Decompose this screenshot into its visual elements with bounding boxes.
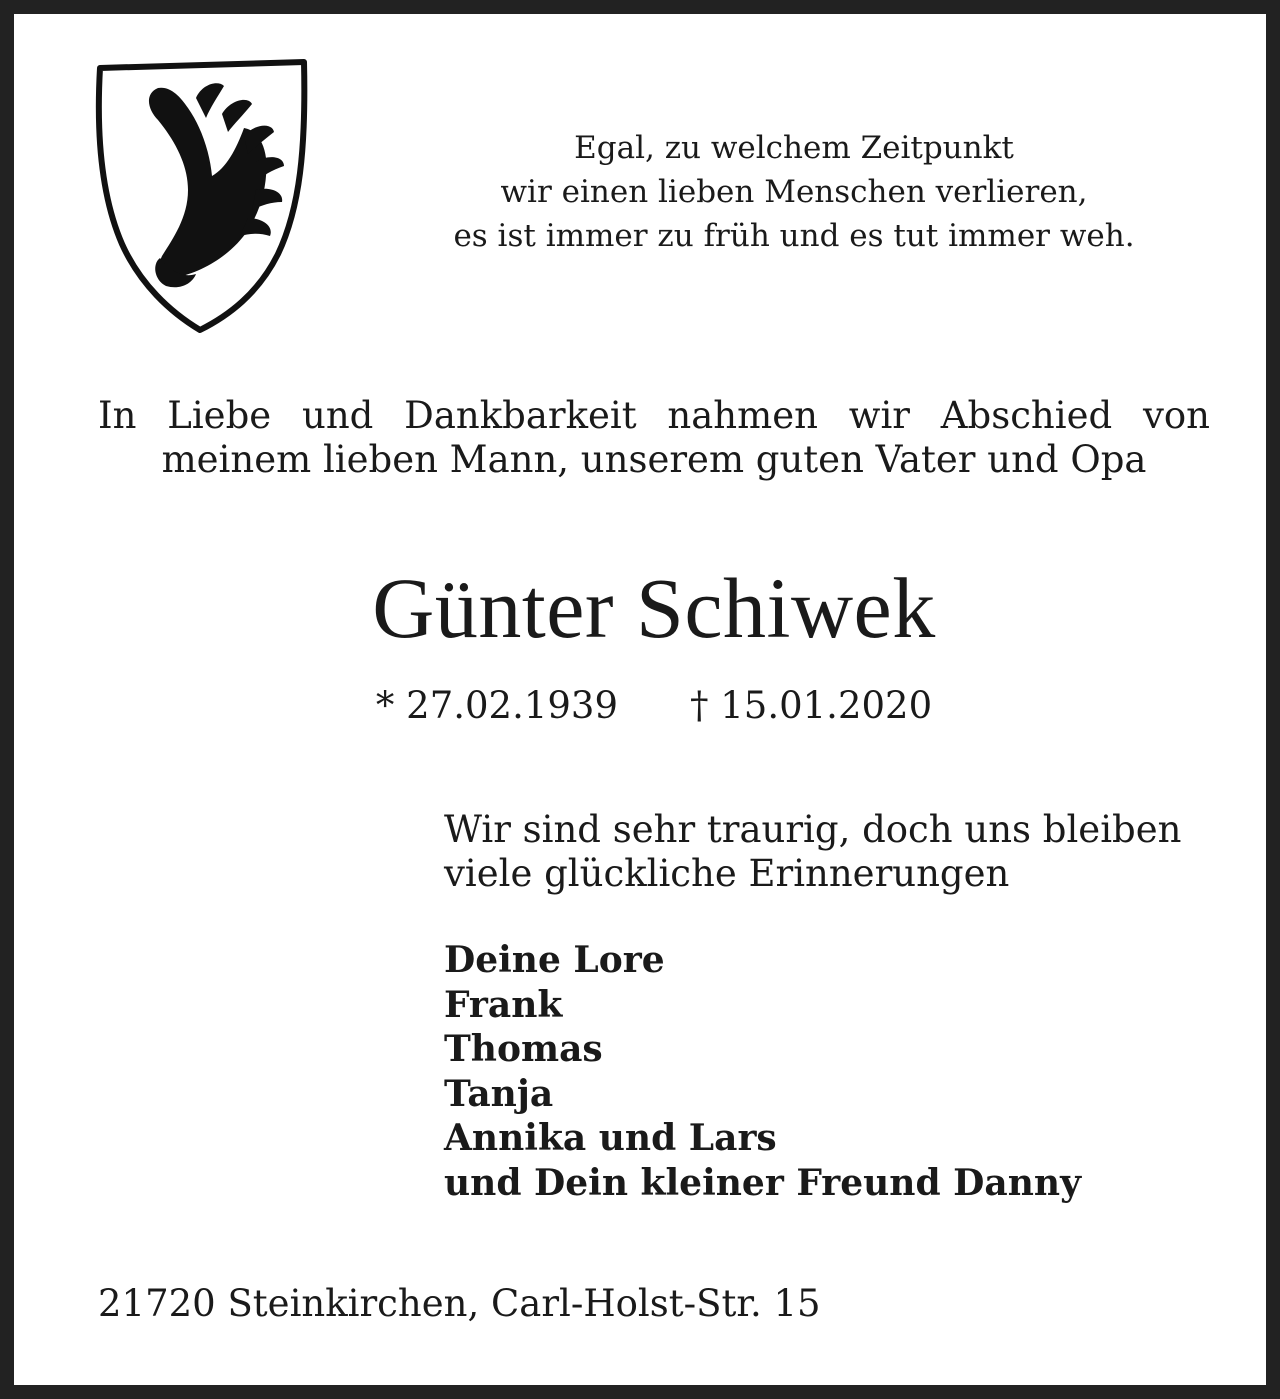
signer: Thomas xyxy=(444,1028,603,1070)
life-dates xyxy=(14,682,1280,730)
signer: und Dein kleiner Freund Danny xyxy=(444,1161,1081,1204)
memory-text xyxy=(444,808,1234,896)
coat-of-arms-antler-icon xyxy=(92,58,312,334)
signers-list xyxy=(444,938,1234,1205)
quote-block xyxy=(374,126,1214,258)
intro-line: In Liebe und Dankbarkeit nahmen wir Abschied von xyxy=(98,394,1210,437)
quote-line: Egal, zu welchem Zeitpunkt xyxy=(574,130,1014,166)
signer: Annika und Lars xyxy=(444,1117,777,1159)
birth-date: * 27.02.1939 xyxy=(375,684,618,727)
death-date: † 15.01.2020 xyxy=(690,684,933,727)
signer: Deine Lore xyxy=(444,939,665,981)
quote-line: es ist immer zu früh und es tut immer weh. xyxy=(453,218,1135,254)
quote-line: wir einen lieben Menschen verlieren, xyxy=(500,174,1088,210)
intro-text xyxy=(98,394,1210,482)
signer: Frank xyxy=(444,983,563,1026)
intro-line: meinem lieben Mann, unserem guten Vater und Opa xyxy=(161,438,1147,481)
address: 21720 Steinkirchen, Carl-Holst-Str. 15 xyxy=(98,1282,821,1325)
deceased-name: Günter Schiwek xyxy=(372,560,936,656)
signer: Tanja xyxy=(444,1072,554,1115)
memory-line: Wir sind sehr traurig, doch uns bleiben xyxy=(444,808,1182,851)
memory-line: viele glückliche Erinnerungen xyxy=(444,852,1010,895)
